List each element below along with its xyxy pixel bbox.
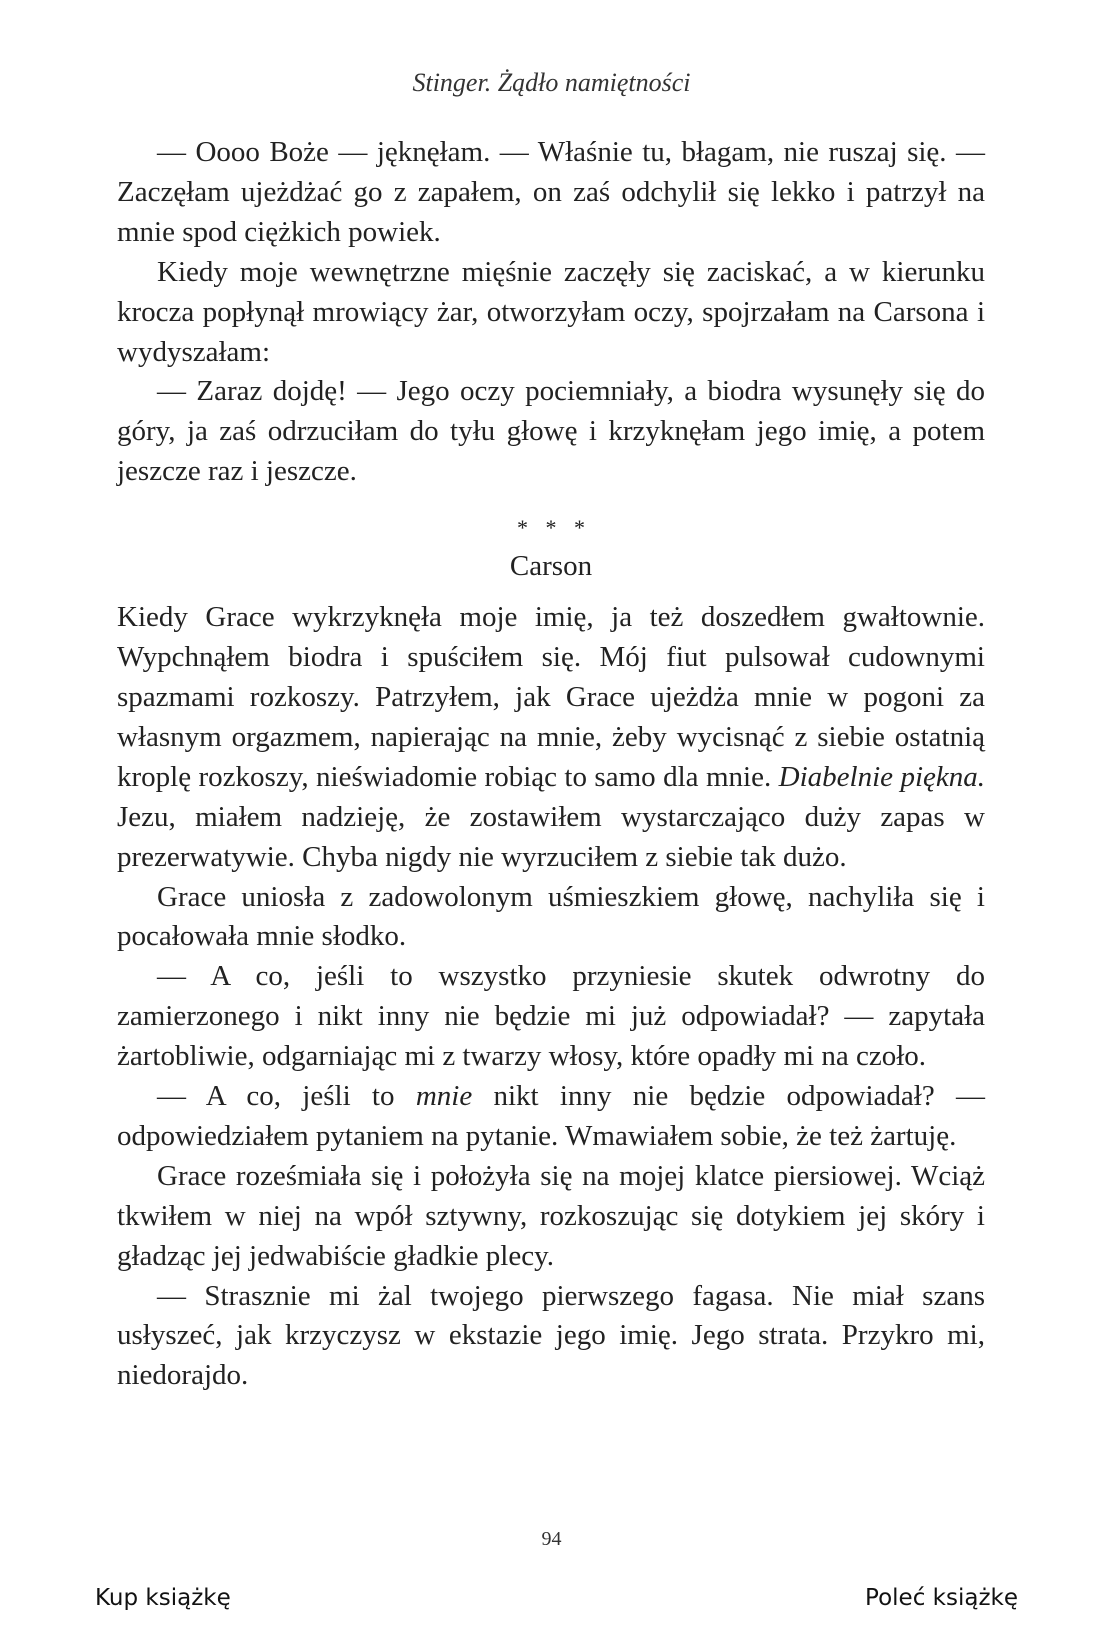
paragraph-text: nikt inny nie będzie odpowiadał? — odpowiedziałem pytaniem na pytanie. Wmawiałem sobie, że też żartuję.	[117, 1080, 985, 1152]
paragraph: — Oooo Boże — jęknęłam. — Właśnie tu, błagam, nie ruszaj się. — Zaczęłam ujeżdżać go z zapałem, on zaś odchylił się lekko i patrzył na mnie spod ciężkich powiek.	[117, 136, 985, 248]
paragraph-text: Kiedy Grace wykrzyknęła moje imię, ja też doszedłem gwałtownie. Wypchnąłem biodra i spuściłem się. Mój fiut pulsował cudownymi spazmami rozkoszy. Patrzyłem, jak Grace ujeżdża mnie w pogoni za własnym orgazmem, napierając na mnie, żeby wycisnąć z siebie ostatnią kroplę rozkoszy, nieświadomie robiąc to samo dla mnie.	[117, 601, 985, 793]
section-separator: * * *	[517, 515, 591, 541]
paragraph-text: — A co, jeśli to	[157, 1080, 416, 1113]
paragraph: — Strasznie mi żal twojego pierwszego fagasa. Nie miał szans usłyszeć, jak krzyczysz w ekstazie jego imię. Jego strata. Przykro mi, niedorajdo.	[117, 1279, 985, 1392]
recommend-book-link[interactable]: Poleć książkę	[865, 1585, 1018, 1611]
paragraph: Grace roześmiała się i położyła się na mojej klatce piersiowej. Wciąż tkwiłem w niej na wpół sztywny, rozkoszując się dotykiem jej skóry i gładząc jej jedwabiście gładkie plecy.	[117, 1159, 985, 1272]
page-number: 94	[541, 1528, 562, 1550]
italic-word: mnie	[415, 1080, 473, 1113]
page-text	[117, 133, 985, 1396]
italic-phrase: Diabelnie piękna.	[778, 760, 985, 793]
paragraph	[117, 1077, 985, 1157]
paragraph: Grace uniosła z zadowolonym uśmieszkiem głowę, nachyliła się i pocałowała mnie słodko.	[117, 880, 985, 953]
paragraph	[117, 598, 985, 877]
running-header: Stinger. Żądło namiętności	[412, 68, 691, 97]
buy-book-link[interactable]: Kup książkę	[95, 1585, 231, 1611]
paragraph: — Zaraz dojdę! — Jego oczy pociemniały, a biodra wysunęły się do góry, ja zaś odrzuciłam do tyłu głowę i krzyknęłam jego imię, a potem jeszcze raz i jeszcze.	[117, 375, 985, 488]
section-heading: Carson	[509, 550, 593, 583]
paragraph-text: Jezu, miałem nadzieję, że zostawiłem wystarczająco duży zapas w prezerwatywie. Chyba nigdy nie wyrzuciłem z siebie tak dużo.	[117, 800, 985, 873]
paragraph: Kiedy moje wewnętrzne mięśnie zaczęły się zaciskać, a w kierunku krocza popłynął mrowiący żar, otworzyłam oczy, spojrzałam na Carsona i wydyszałam:	[117, 255, 985, 368]
paragraph: — A co, jeśli to wszystko przyniesie skutek odwrotny do zamierzonego i nikt inny nie będzie mi już odpowiadał? — zapytała żartobliwie, odgarniając mi z twarzy włosy, które opadły mi na czoło.	[117, 960, 985, 1073]
